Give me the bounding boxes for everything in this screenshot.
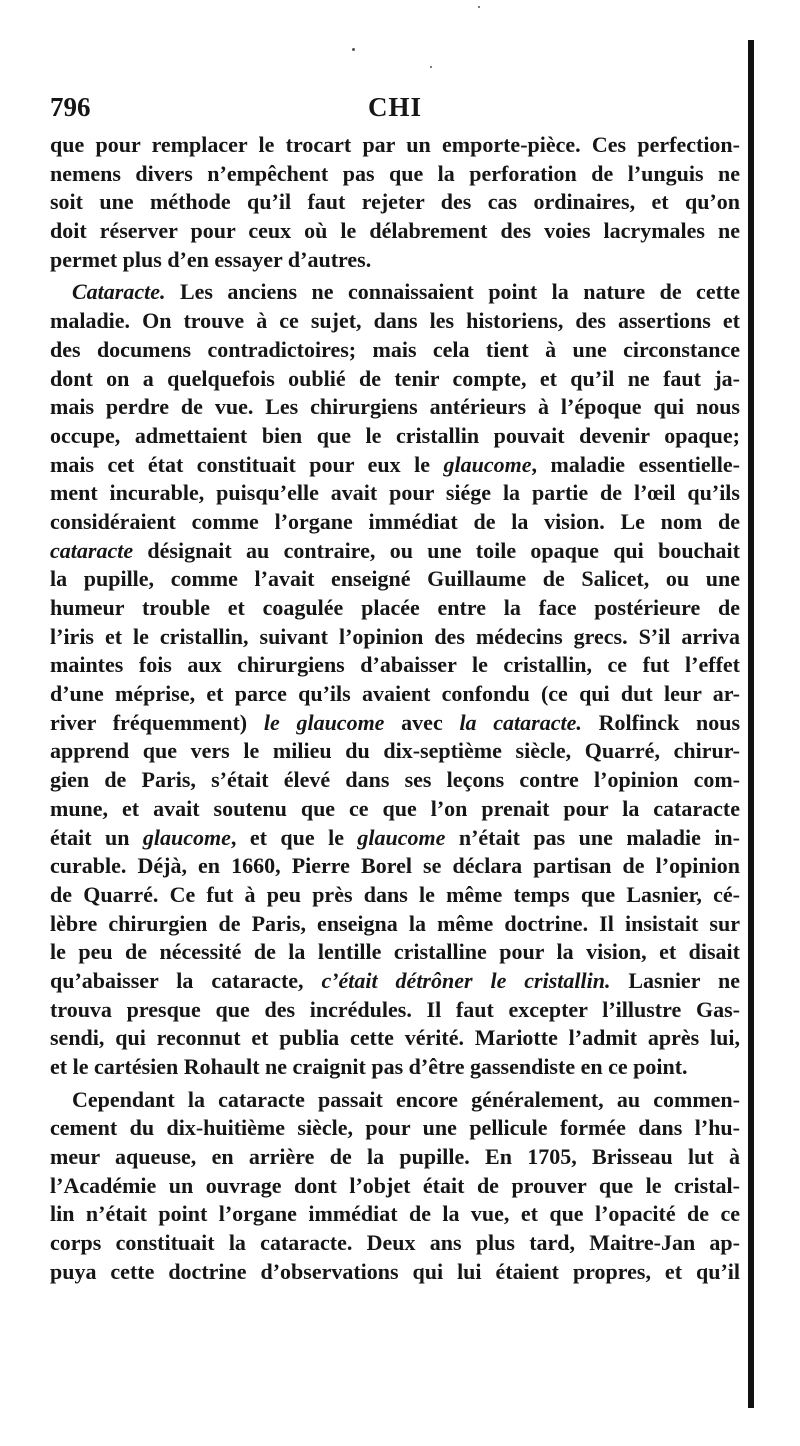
text-line (50, 651, 740, 680)
text-run: humeur trouble et coagulée placée entre la face postérieure de (50, 595, 740, 620)
text-line (50, 131, 740, 160)
italic-text: glaucome (142, 824, 231, 850)
text-run: mais perdre de vue. Les chirurgiens antérieurs à l’époque qui nous (50, 394, 740, 420)
text-line (50, 967, 740, 996)
paragraph (50, 1086, 740, 1287)
paragraph (50, 278, 740, 1081)
text-line (50, 680, 740, 709)
page-header (50, 92, 740, 128)
text-run: d’une méprise, et parce qu’ils avaient confondu (ce qui dut leur ar- (50, 681, 740, 707)
text-line (50, 910, 740, 939)
italic-text: cataracte (50, 537, 134, 563)
body-text (50, 131, 740, 1287)
text-line (50, 1114, 740, 1143)
text-line (50, 246, 740, 275)
page-edge-rule (748, 40, 754, 1408)
text-run: des documens contradictoires; mais cela tient à une circonstance (50, 336, 740, 362)
text-run: maintes fois aux chirurgiens d’abaisser le cristallin, ce fut l’effet (50, 652, 740, 678)
text-run: dont on a quelquefois oublié de tenir compte, et qu’il ne faut ja- (50, 365, 740, 391)
text-line (50, 479, 740, 508)
text-line (50, 365, 740, 394)
text-line (50, 1200, 740, 1229)
italic-text: Cataracte. (72, 279, 166, 305)
text-run: l’iris et le cristallin, suivant l’opinion des médecins grecs. S’il arriva (50, 623, 740, 649)
text-line (50, 766, 740, 795)
text-run: l’Académie un ouvrage dont l’objet était de prouver que le cristal- (50, 1172, 740, 1198)
italic-text: c’était détrôner le cristallin. (321, 967, 611, 993)
text-run: doit réserver pour ceux où le délabrement des voies lacrymales ne (50, 218, 740, 244)
text-run: lèbre chirurgien de Paris, enseigna la même doctrine. Il insistait sur (50, 910, 740, 936)
italic-text: glaucome (357, 824, 446, 850)
italic-text: le glaucome (263, 709, 385, 735)
ink-speck (478, 6, 480, 8)
text-run: river fréquemment) (50, 709, 264, 735)
text-run: Rolfinck nous (581, 709, 740, 735)
text-run: désignait au contraire, ou une toile opaque qui bouchait (133, 537, 740, 563)
text-run: occupe, admettaient bien que le cristallin pouvait devenir opaque; (50, 422, 740, 448)
text-line (50, 1086, 740, 1115)
text-run: qu’abaisser la cataracte, (50, 967, 322, 993)
text-run: de Quarré. Ce fut à peu près dans le même temps que Lasnier, cé- (50, 881, 740, 907)
text-run: corps constituait la cataracte. Deux ans plus tard, Maitre-Jan ap- (50, 1230, 740, 1256)
text-run: , maladie essentielle- (531, 451, 740, 477)
text-run: mais cet état constituait pour eux le (50, 451, 444, 477)
text-line (50, 336, 740, 365)
text-run: lin n’était point l’organe immédiat de la vue, et que l’opacité de ce (50, 1201, 740, 1227)
text-run: puya cette doctrine d’observations qui lui étaient propres, et qu’il (50, 1258, 740, 1284)
text-line (50, 537, 740, 566)
text-run: trouva presque que des incrédules. Il faut excepter l’illustre Gas- (50, 996, 740, 1022)
text-run: n’était pas une maladie in- (445, 824, 740, 850)
text-line (50, 188, 740, 217)
text-run: était un (50, 824, 143, 850)
text-line (50, 938, 740, 967)
text-line (50, 824, 740, 853)
text-line (50, 852, 740, 881)
text-run: maladie. On trouve à ce sujet, dans les historiens, des assertions et (50, 308, 740, 334)
text-line (50, 1024, 740, 1053)
ink-speck (430, 66, 432, 68)
italic-text: la cataracte. (459, 709, 582, 735)
text-run: considéraient comme l’organe immédiat de la vision. Le nom de (50, 508, 740, 534)
text-line (50, 508, 740, 537)
text-line (50, 422, 740, 451)
text-line (50, 795, 740, 824)
text-line (50, 996, 740, 1025)
text-line (50, 160, 740, 189)
text-line (50, 307, 740, 336)
text-line (50, 1143, 740, 1172)
paragraph (50, 131, 740, 274)
text-run: permet plus d’en essayer d’autres. (50, 246, 372, 272)
text-line (50, 278, 740, 307)
text-run: cement du dix-huitième siècle, pour une pellicule formée dans l’hu- (50, 1115, 740, 1141)
text-line (50, 737, 740, 766)
text-run: sendi, qui reconnut et publia cette vérité. Mariotte l’admit après lui, (50, 1025, 740, 1051)
text-line (50, 217, 740, 246)
text-line (50, 1258, 740, 1287)
text-run: curable. Déjà, en 1660, Pierre Borel se déclara partisan de l’opinion (50, 853, 740, 879)
text-line (50, 393, 740, 422)
text-line (50, 709, 740, 738)
text-run: Les anciens ne connaissaient point la nature de cette (165, 279, 740, 305)
text-line (50, 881, 740, 910)
text-line (50, 594, 740, 623)
text-run: nemens divers n’empêchent pas que la perforation de l’unguis ne (50, 160, 740, 186)
text-run: mune, et avait soutenu que ce que l’on prenait pour la cataracte (50, 795, 740, 821)
text-run: , et que le (230, 824, 358, 850)
text-run: gien de Paris, s’était élevé dans ses leçons contre l’opinion com- (50, 767, 740, 793)
text-run: soit une méthode qu’il faut rejeter des cas ordinaires, et qu’on (50, 189, 740, 215)
italic-text: glaucome (443, 451, 532, 477)
text-line (50, 565, 740, 594)
text-run: que pour remplacer le trocart par un emporte-pièce. Ces perfection- (50, 132, 740, 157)
text-run: apprend que vers le milieu du dix-septième siècle, Quarré, chirur- (50, 738, 740, 764)
page-number: 796 (50, 92, 91, 122)
text-run: et le cartésien Rohault ne craignit pas d’être gassendiste en ce point. (50, 1054, 688, 1079)
text-run: Cependant la cataracte passait encore généralement, au commen- (72, 1086, 740, 1112)
text-run: Lasnier ne (610, 967, 740, 993)
text-run: la pupille, comme l’avait enseigné Guillaume de Salicet, ou une (50, 566, 740, 592)
text-line (50, 623, 740, 652)
text-line (50, 1053, 740, 1082)
ink-speck (352, 48, 355, 51)
text-run: avec (384, 709, 460, 735)
text-run: le peu de nécessité de la lentille cristalline pour la vision, et disait (50, 939, 740, 965)
running-head: CHI (367, 92, 422, 122)
text-run: meur aqueuse, en arrière de la pupille. En 1705, Brisseau lut à (50, 1144, 740, 1170)
text-line (50, 451, 740, 480)
text-run: ment incurable, puisqu’elle avait pour siége la partie de l’œil qu’ils (50, 480, 740, 506)
text-line (50, 1172, 740, 1201)
text-line (50, 1229, 740, 1258)
